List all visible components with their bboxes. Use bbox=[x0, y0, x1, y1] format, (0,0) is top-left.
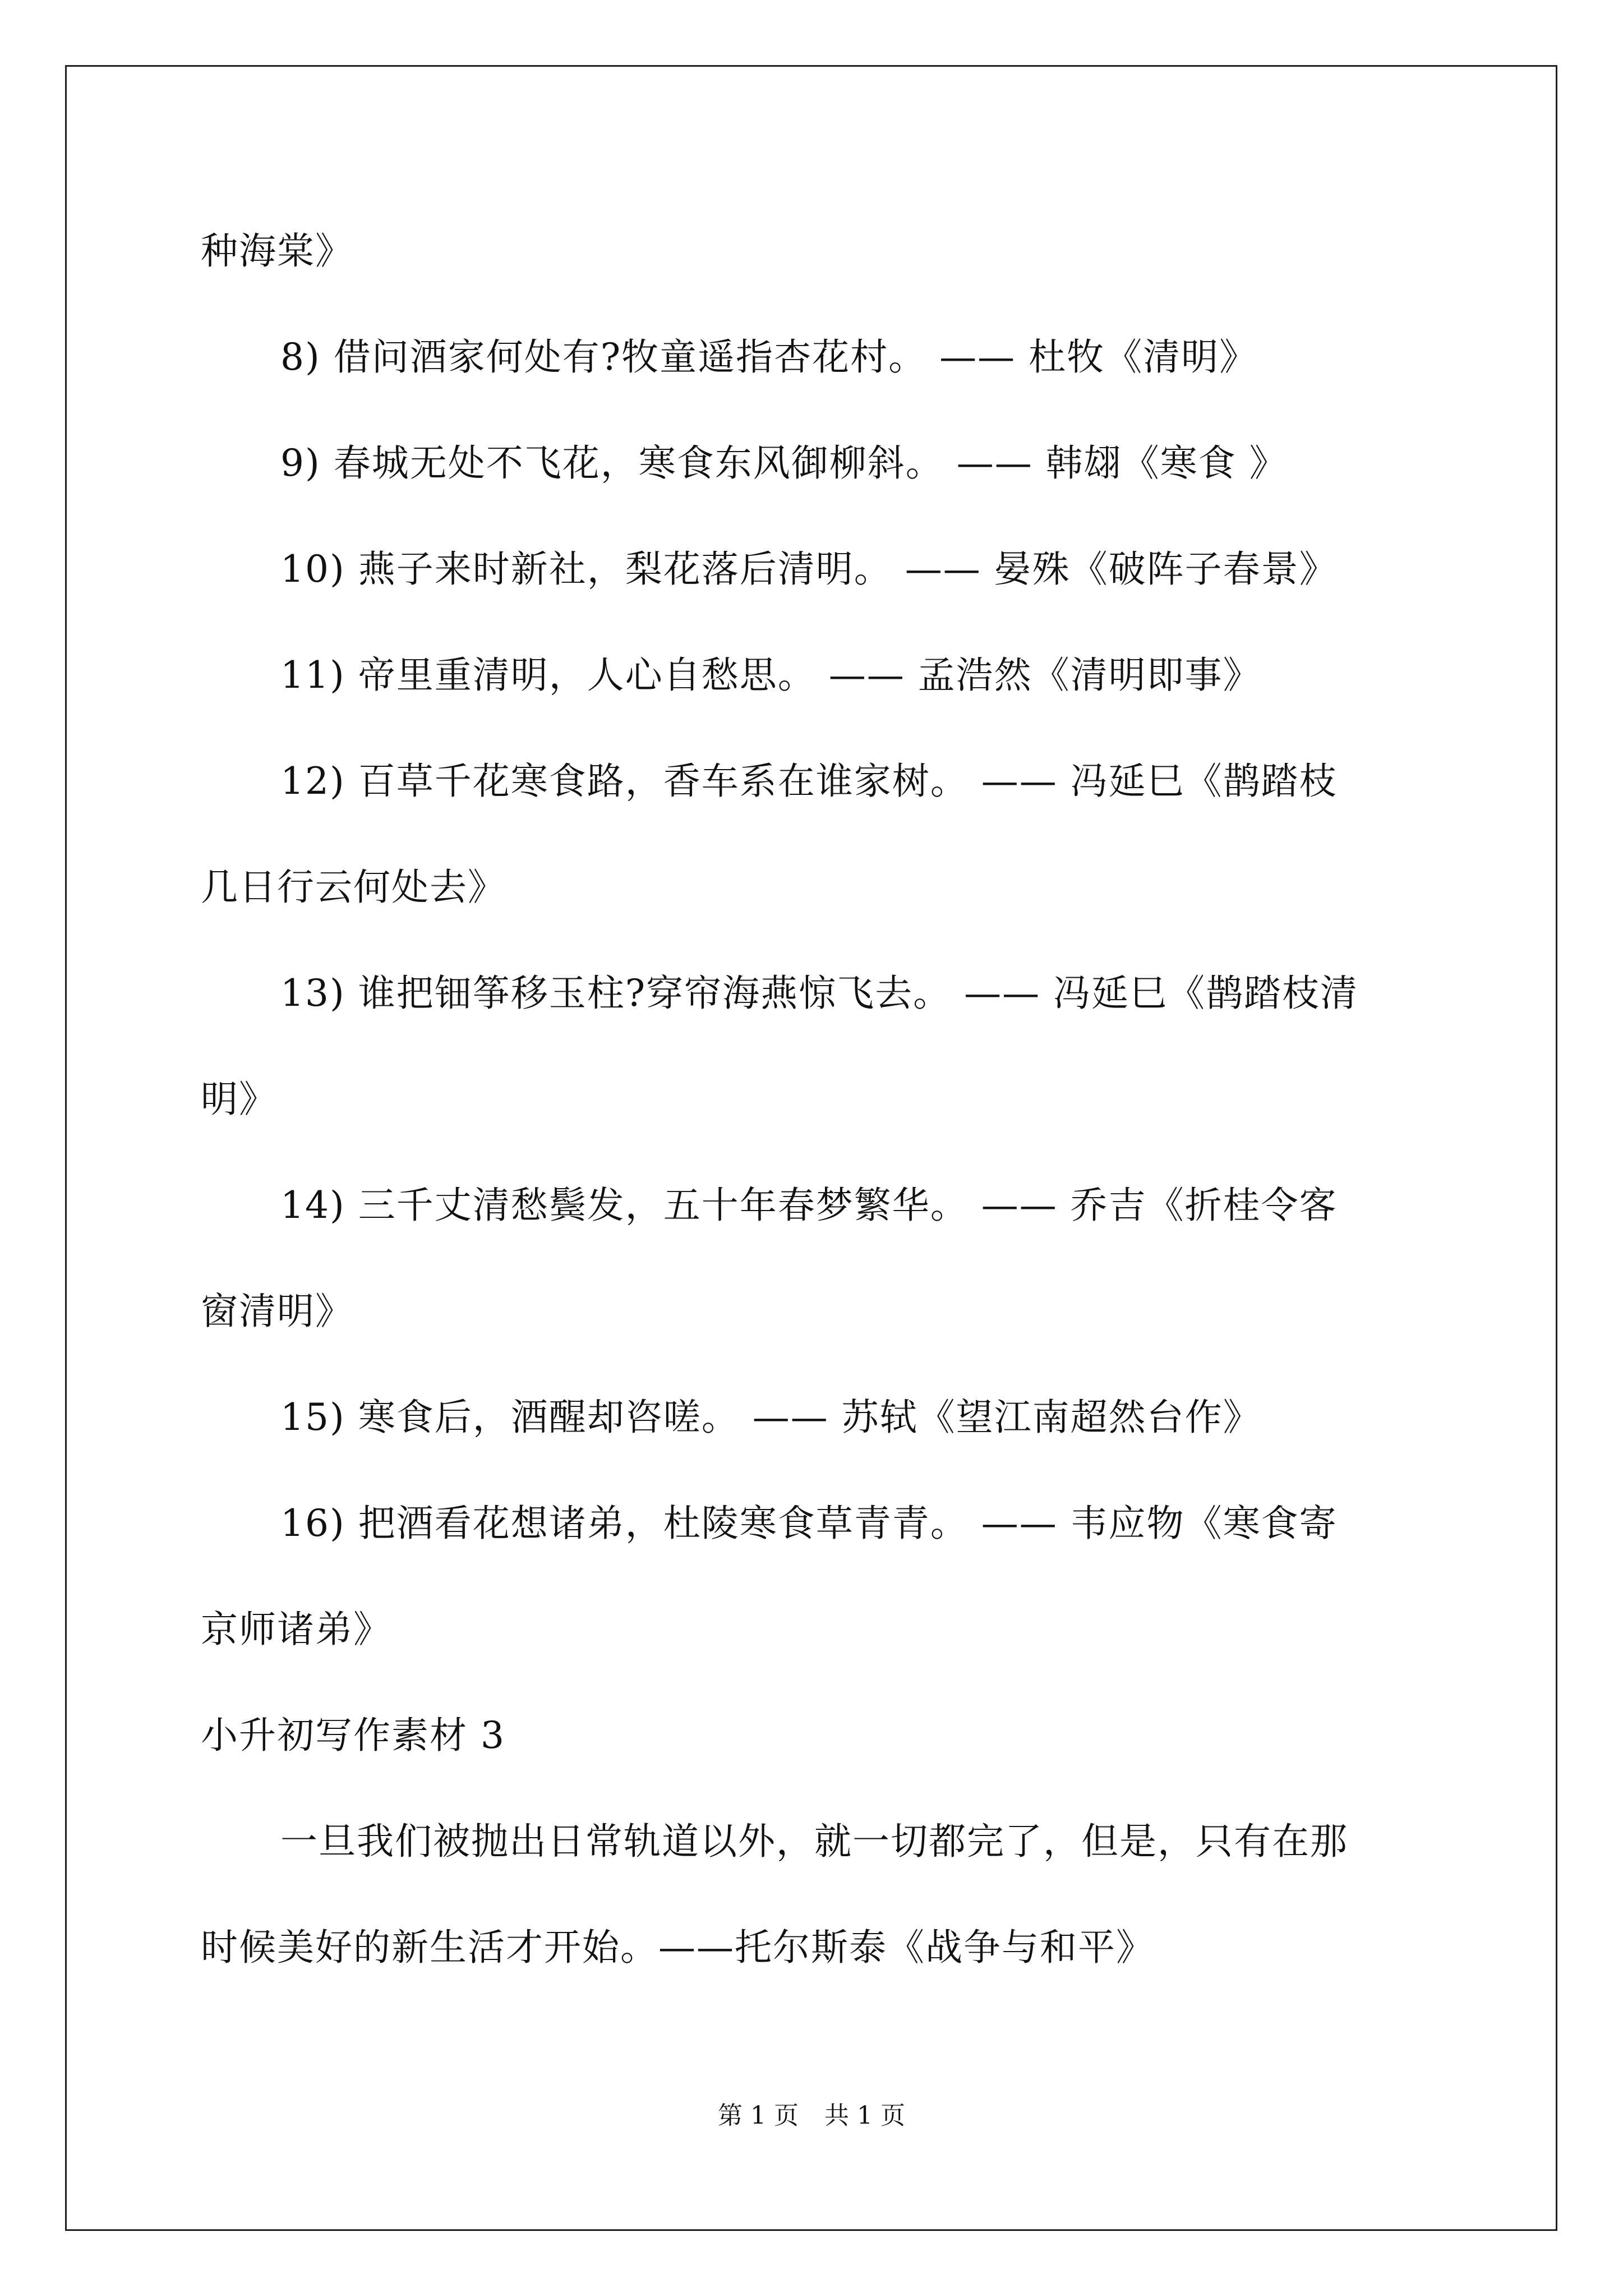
text-line-5: 11) 帝里重清明，人心自愁思。 —— 孟浩然《清明即事》 bbox=[280, 654, 1261, 697]
text-line-11: 窗清明》 bbox=[201, 1290, 353, 1333]
text-line-17: 时候美好的新生活才开始。——托尔斯泰《战争与和平》 bbox=[201, 1926, 1154, 1969]
text-line-13: 16) 把酒看花想诸弟，杜陵寒食草青青。 —— 韦应物《寒食寄 bbox=[280, 1502, 1338, 1545]
text-line-9: 明》 bbox=[201, 1078, 277, 1121]
text-line-1: 种海棠》 bbox=[201, 229, 353, 273]
text-line-12: 15) 寒食后，酒醒却咨嗟。 —— 苏轼《望江南超然台作》 bbox=[280, 1396, 1261, 1439]
text-line-7: 几日行云何处去》 bbox=[201, 866, 506, 909]
text-line-6: 12) 百草千花寒食路，香车系在谁家树。 —— 冯延巳《鹊踏枝 bbox=[280, 760, 1338, 803]
text-line-16: 一旦我们被抛出日常轨道以外，就一切都完了，但是，只有在那 bbox=[280, 1820, 1348, 1863]
page-footer bbox=[0, 2100, 1623, 2132]
text-line-14: 京师诸弟》 bbox=[201, 1608, 391, 1651]
text-line-2: 8) 借问酒家何处有?牧童遥指杏花村。 —— 杜牧《清明》 bbox=[280, 335, 1258, 379]
text-line-8: 13) 谁把钿筝移玉柱?穿帘海燕惊飞去。 —— 冯延巳《鹊踏枝清 bbox=[280, 972, 1359, 1015]
page-total: 共 1 页 bbox=[824, 2101, 905, 2130]
page-number: 第 1 页 bbox=[718, 2101, 799, 2130]
page-border bbox=[65, 65, 1557, 2231]
text-line-3: 9) 春城无处不飞花，寒食东风御柳斜。 —— 韩翃《寒食 》 bbox=[280, 441, 1288, 485]
text-line-10: 14) 三千丈清愁鬓发，五十年春梦繁华。 —— 乔吉《折桂令客 bbox=[280, 1184, 1338, 1227]
text-line-4: 10) 燕子来时新社，梨花落后清明。 —— 晏殊《破阵子春景》 bbox=[280, 547, 1338, 591]
section-heading: 小升初写作素材 3 bbox=[201, 1714, 505, 1757]
